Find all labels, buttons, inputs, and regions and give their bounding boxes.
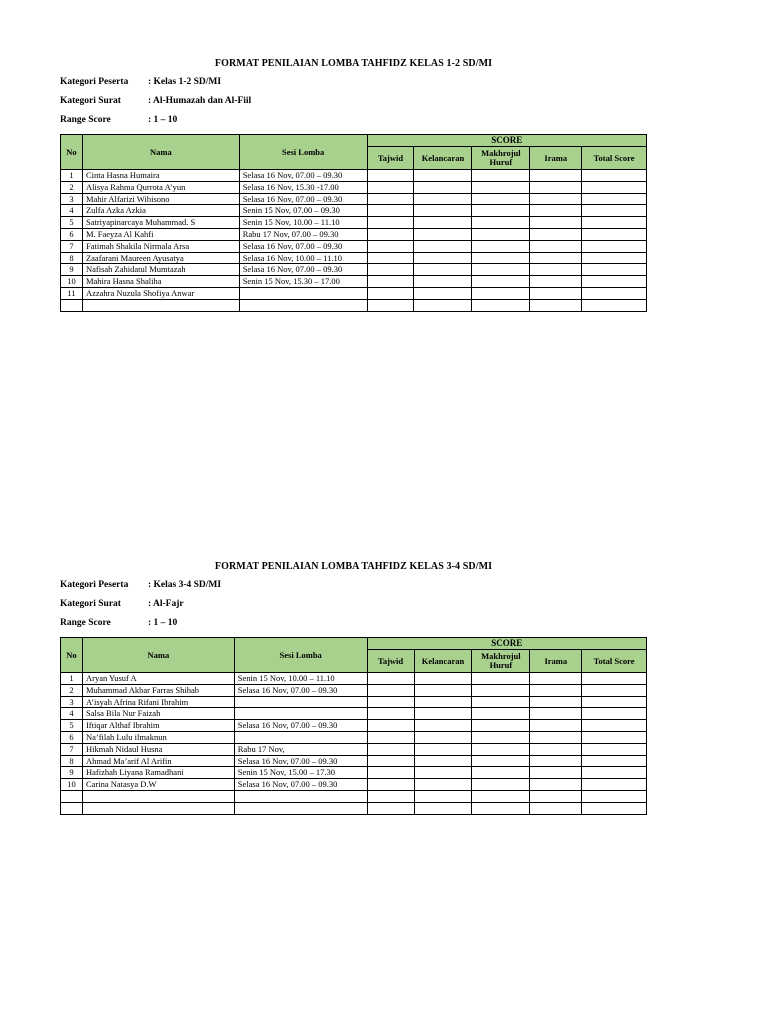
header-total-score: Total Score bbox=[582, 650, 647, 673]
row-irama-cell bbox=[530, 264, 582, 276]
row-makhrojul-cell bbox=[472, 217, 530, 229]
header-nama: Nama bbox=[82, 135, 239, 170]
row-nama-cell: Iftiqar Althaf Ibrahim bbox=[82, 720, 234, 732]
row-tajwid-cell bbox=[367, 802, 414, 814]
row-makhrojul-cell bbox=[472, 779, 530, 791]
table-row bbox=[61, 276, 647, 288]
row-makhrojul-cell bbox=[472, 720, 530, 732]
row-kelancaran-cell bbox=[414, 170, 472, 182]
row-no-cell: 4 bbox=[61, 708, 83, 720]
row-tajwid-cell bbox=[367, 684, 414, 696]
row-irama-cell bbox=[530, 684, 582, 696]
row-sesi-cell: Selasa 16 Nov, 07.00 – 09.30 bbox=[234, 720, 367, 732]
row-nama-cell: Nafisah Zahidatul Mumtazah bbox=[82, 264, 239, 276]
row-no-cell: 7 bbox=[61, 240, 83, 252]
score-table bbox=[60, 637, 647, 815]
row-kelancaran-cell bbox=[414, 287, 472, 299]
row-makhrojul-cell bbox=[472, 170, 530, 182]
row-sesi-cell bbox=[234, 790, 367, 802]
row-total-score-cell bbox=[582, 790, 647, 802]
row-tajwid-cell bbox=[367, 287, 414, 299]
row-irama-cell bbox=[530, 287, 582, 299]
row-makhrojul-cell bbox=[472, 731, 530, 743]
row-nama-cell: Alisya Rahma Qurrota A’yun bbox=[82, 181, 239, 193]
row-makhrojul-cell bbox=[472, 252, 530, 264]
row-total-score-cell bbox=[582, 743, 647, 755]
table-row bbox=[61, 252, 647, 264]
row-makhrojul-cell bbox=[472, 240, 530, 252]
row-tajwid-cell bbox=[367, 743, 414, 755]
table-row bbox=[61, 708, 647, 720]
row-nama-cell: Aryan Yusuf A bbox=[82, 673, 234, 685]
row-nama-cell: Fatimah Shakila Nirmala Arsa bbox=[82, 240, 239, 252]
row-sesi-cell: Rabu 17 Nov, bbox=[234, 743, 367, 755]
row-total-score-cell bbox=[582, 264, 647, 276]
row-irama-cell bbox=[530, 767, 582, 779]
row-sesi-cell: Selasa 16 Nov, 07.00 – 09.30 bbox=[239, 264, 367, 276]
row-total-score-cell bbox=[582, 252, 647, 264]
row-no-cell: 3 bbox=[61, 193, 83, 205]
form-title: FORMAT PENILAIAN LOMBA TAHFIDZ KELAS 1-2 SD/MI bbox=[214, 58, 493, 69]
row-kelancaran-cell bbox=[414, 720, 472, 732]
row-no-cell: 1 bbox=[61, 673, 83, 685]
meta-label: Kategori Peserta bbox=[60, 77, 129, 87]
row-sesi-cell bbox=[239, 299, 367, 311]
row-kelancaran-cell bbox=[414, 193, 472, 205]
meta-value: : Al-Humazah dan Al-Fiil bbox=[148, 96, 252, 106]
table-row bbox=[61, 731, 647, 743]
row-no-cell bbox=[61, 790, 83, 802]
row-irama-cell bbox=[530, 790, 582, 802]
form-title: FORMAT PENILAIAN LOMBA TAHFIDZ KELAS 3-4 SD/MI bbox=[214, 561, 493, 572]
row-irama-cell bbox=[530, 755, 582, 767]
row-tajwid-cell bbox=[367, 170, 414, 182]
row-makhrojul-cell bbox=[472, 743, 530, 755]
meta-value: : 1 – 10 bbox=[148, 618, 178, 628]
row-nama-cell bbox=[82, 790, 234, 802]
row-irama-cell bbox=[530, 779, 582, 791]
row-sesi-cell: Selasa 16 Nov, 07.00 – 09.30 bbox=[234, 684, 367, 696]
row-tajwid-cell bbox=[367, 217, 414, 229]
row-irama-cell bbox=[530, 193, 582, 205]
header-no: No bbox=[61, 638, 83, 673]
row-total-score-cell bbox=[582, 276, 647, 288]
row-makhrojul-cell bbox=[472, 767, 530, 779]
row-nama-cell: Mahira Hasna Shaliha bbox=[82, 276, 239, 288]
row-nama-cell: A’isyah Afrina Rifani Ibrahim bbox=[82, 696, 234, 708]
row-sesi-cell bbox=[234, 731, 367, 743]
row-sesi-cell: Selasa 16 Nov, 07.00 – 09.30 bbox=[234, 755, 367, 767]
row-tajwid-cell bbox=[367, 767, 414, 779]
row-sesi-cell: Selasa 16 Nov, 10.00 – 11.10 bbox=[239, 252, 367, 264]
table-row bbox=[61, 240, 647, 252]
row-kelancaran-cell bbox=[414, 696, 472, 708]
row-nama-cell bbox=[82, 299, 239, 311]
row-nama-cell: Na’filah Lulu ilmaknun bbox=[82, 731, 234, 743]
row-tajwid-cell bbox=[367, 228, 414, 240]
row-makhrojul-cell bbox=[472, 287, 530, 299]
row-sesi-cell: Senin 15 Nov, 07.00 – 09.30 bbox=[239, 205, 367, 217]
row-kelancaran-cell bbox=[414, 240, 472, 252]
row-nama-cell: Carina Natasya D.W bbox=[82, 779, 234, 791]
row-kelancaran-cell bbox=[414, 790, 472, 802]
row-tajwid-cell bbox=[367, 755, 414, 767]
row-no-cell bbox=[61, 299, 83, 311]
row-no-cell: 10 bbox=[61, 779, 83, 791]
row-irama-cell bbox=[530, 720, 582, 732]
row-kelancaran-cell bbox=[414, 228, 472, 240]
row-irama-cell bbox=[530, 228, 582, 240]
header-sesi-lomba: Sesi Lomba bbox=[234, 638, 367, 673]
table-row bbox=[61, 228, 647, 240]
row-irama-cell bbox=[530, 217, 582, 229]
row-irama-cell bbox=[530, 731, 582, 743]
row-nama-cell: Mahir Alfarizi Wibisono bbox=[82, 193, 239, 205]
row-kelancaran-cell bbox=[414, 731, 472, 743]
row-tajwid-cell bbox=[367, 264, 414, 276]
row-no-cell: 11 bbox=[61, 287, 83, 299]
row-kelancaran-cell bbox=[414, 181, 472, 193]
header-makhrojul-huruf: Makhrojul Huruf bbox=[472, 650, 530, 673]
row-kelancaran-cell bbox=[414, 299, 472, 311]
row-makhrojul-cell bbox=[472, 684, 530, 696]
row-kelancaran-cell bbox=[414, 252, 472, 264]
row-nama-cell: Cinta Hasna Humaira bbox=[82, 170, 239, 182]
row-irama-cell bbox=[530, 276, 582, 288]
meta-value: : 1 – 10 bbox=[148, 115, 178, 125]
row-sesi-cell: Senin 15 Nov, 15.00 – 17.30 bbox=[234, 767, 367, 779]
row-nama-cell: Zulfa Azka Azkia bbox=[82, 205, 239, 217]
row-no-cell: 5 bbox=[61, 217, 83, 229]
row-no-cell: 3 bbox=[61, 696, 83, 708]
row-makhrojul-cell bbox=[472, 205, 530, 217]
meta-label: Kategori Surat bbox=[60, 96, 121, 106]
row-no-cell: 8 bbox=[61, 252, 83, 264]
row-kelancaran-cell bbox=[414, 743, 472, 755]
header-sesi-lomba: Sesi Lomba bbox=[239, 135, 367, 170]
header-no: No bbox=[61, 135, 83, 170]
table-row bbox=[61, 299, 647, 311]
meta-value: : Kelas 3-4 SD/MI bbox=[148, 580, 222, 590]
table-row bbox=[61, 779, 647, 791]
row-no-cell: 7 bbox=[61, 743, 83, 755]
row-total-score-cell bbox=[582, 673, 647, 685]
row-tajwid-cell bbox=[367, 790, 414, 802]
row-tajwid-cell bbox=[367, 252, 414, 264]
row-tajwid-cell bbox=[367, 673, 414, 685]
row-makhrojul-cell bbox=[472, 264, 530, 276]
row-kelancaran-cell bbox=[414, 684, 472, 696]
row-total-score-cell bbox=[582, 767, 647, 779]
row-tajwid-cell bbox=[367, 779, 414, 791]
row-sesi-cell: Selasa 16 Nov, 07.00 – 09.30 bbox=[239, 240, 367, 252]
row-irama-cell bbox=[530, 743, 582, 755]
header-tajwid: Tajwid bbox=[367, 650, 414, 673]
row-nama-cell: Salsa Bila Nur Faizah bbox=[82, 708, 234, 720]
row-tajwid-cell bbox=[367, 205, 414, 217]
meta-label: Range Score bbox=[60, 115, 111, 125]
row-total-score-cell bbox=[582, 779, 647, 791]
header-irama: Irama bbox=[530, 147, 582, 170]
row-makhrojul-cell bbox=[472, 228, 530, 240]
row-makhrojul-cell bbox=[472, 299, 530, 311]
row-kelancaran-cell bbox=[414, 767, 472, 779]
table-row bbox=[61, 790, 647, 802]
row-irama-cell bbox=[530, 299, 582, 311]
row-total-score-cell bbox=[582, 802, 647, 814]
row-no-cell: 9 bbox=[61, 264, 83, 276]
header-score: SCORE bbox=[367, 638, 646, 650]
row-total-score-cell bbox=[582, 299, 647, 311]
row-total-score-cell bbox=[582, 193, 647, 205]
meta-value: : Al-Fajr bbox=[148, 599, 184, 609]
row-sesi-cell bbox=[234, 696, 367, 708]
row-nama-cell: M. Faeyza Al Kahfi bbox=[82, 228, 239, 240]
row-tajwid-cell bbox=[367, 720, 414, 732]
row-irama-cell bbox=[530, 252, 582, 264]
row-makhrojul-cell bbox=[472, 673, 530, 685]
row-nama-cell: Ahmad Ma’arif Al Arifin bbox=[82, 755, 234, 767]
row-irama-cell bbox=[530, 205, 582, 217]
header-nama: Nama bbox=[82, 638, 234, 673]
table-row bbox=[61, 217, 647, 229]
row-no-cell bbox=[61, 802, 83, 814]
row-irama-cell bbox=[530, 696, 582, 708]
row-tajwid-cell bbox=[367, 731, 414, 743]
row-no-cell: 10 bbox=[61, 276, 83, 288]
meta-label: Kategori Peserta bbox=[60, 580, 129, 590]
header-score: SCORE bbox=[367, 135, 646, 147]
meta-value: : Kelas 1-2 SD/MI bbox=[148, 77, 222, 87]
row-irama-cell bbox=[530, 170, 582, 182]
row-nama-cell: Zaafarani Maureen Ayusatya bbox=[82, 252, 239, 264]
row-no-cell: 5 bbox=[61, 720, 83, 732]
table-row bbox=[61, 181, 647, 193]
row-no-cell: 8 bbox=[61, 755, 83, 767]
row-total-score-cell bbox=[582, 205, 647, 217]
row-kelancaran-cell bbox=[414, 779, 472, 791]
row-kelancaran-cell bbox=[414, 217, 472, 229]
row-total-score-cell bbox=[582, 755, 647, 767]
table-row bbox=[61, 720, 647, 732]
row-makhrojul-cell bbox=[472, 802, 530, 814]
row-no-cell: 6 bbox=[61, 228, 83, 240]
meta-label: Range Score bbox=[60, 618, 111, 628]
row-sesi-cell bbox=[239, 287, 367, 299]
row-irama-cell bbox=[530, 240, 582, 252]
row-nama-cell: Hafizhah Liyana Ramadhani bbox=[82, 767, 234, 779]
row-total-score-cell bbox=[582, 217, 647, 229]
row-kelancaran-cell bbox=[414, 673, 472, 685]
row-total-score-cell bbox=[582, 708, 647, 720]
row-no-cell: 4 bbox=[61, 205, 83, 217]
row-makhrojul-cell bbox=[472, 708, 530, 720]
table-row bbox=[61, 205, 647, 217]
header-tajwid: Tajwid bbox=[367, 147, 414, 170]
row-no-cell: 6 bbox=[61, 731, 83, 743]
row-tajwid-cell bbox=[367, 240, 414, 252]
row-irama-cell bbox=[530, 802, 582, 814]
row-total-score-cell bbox=[582, 287, 647, 299]
row-sesi-cell: Senin 15 Nov, 15.30 – 17.00 bbox=[239, 276, 367, 288]
row-total-score-cell bbox=[582, 684, 647, 696]
table-row bbox=[61, 743, 647, 755]
row-sesi-cell: Senin 15 Nov, 10.00 – 11.10 bbox=[239, 217, 367, 229]
row-makhrojul-cell bbox=[472, 755, 530, 767]
row-tajwid-cell bbox=[367, 299, 414, 311]
table-row bbox=[61, 170, 647, 182]
table-row bbox=[61, 684, 647, 696]
table-row bbox=[61, 264, 647, 276]
row-sesi-cell: Senin 15 Nov, 10.00 – 11.10 bbox=[234, 673, 367, 685]
row-tajwid-cell bbox=[367, 276, 414, 288]
row-makhrojul-cell bbox=[472, 181, 530, 193]
row-tajwid-cell bbox=[367, 181, 414, 193]
row-irama-cell bbox=[530, 181, 582, 193]
row-nama-cell: Azzahra Nuzula Shofiya Anwar bbox=[82, 287, 239, 299]
row-no-cell: 1 bbox=[61, 170, 83, 182]
row-kelancaran-cell bbox=[414, 802, 472, 814]
row-makhrojul-cell bbox=[472, 790, 530, 802]
table-row bbox=[61, 802, 647, 814]
header-total-score: Total Score bbox=[582, 147, 647, 170]
table-row bbox=[61, 193, 647, 205]
row-kelancaran-cell bbox=[414, 276, 472, 288]
table-row bbox=[61, 287, 647, 299]
row-nama-cell bbox=[82, 802, 234, 814]
row-sesi-cell: Selasa 16 Nov, 07.00 – 09.30 bbox=[239, 193, 367, 205]
row-total-score-cell bbox=[582, 181, 647, 193]
row-sesi-cell: Selasa 16 Nov, 15.30 -17.00 bbox=[239, 181, 367, 193]
row-nama-cell: Muhammad Akbar Farras Shihab bbox=[82, 684, 234, 696]
score-table bbox=[60, 134, 647, 312]
row-sesi-cell: Selasa 16 Nov, 07.00 – 09.30 bbox=[234, 779, 367, 791]
header-kelancaran: Kelancaran bbox=[414, 650, 472, 673]
row-irama-cell bbox=[530, 708, 582, 720]
row-sesi-cell bbox=[234, 708, 367, 720]
table-row bbox=[61, 673, 647, 685]
row-no-cell: 2 bbox=[61, 181, 83, 193]
table-row bbox=[61, 767, 647, 779]
row-no-cell: 9 bbox=[61, 767, 83, 779]
table-row bbox=[61, 696, 647, 708]
row-kelancaran-cell bbox=[414, 264, 472, 276]
row-kelancaran-cell bbox=[414, 205, 472, 217]
row-makhrojul-cell bbox=[472, 276, 530, 288]
row-total-score-cell bbox=[582, 240, 647, 252]
row-total-score-cell bbox=[582, 170, 647, 182]
row-nama-cell: Hikmah Nidaul Husna bbox=[82, 743, 234, 755]
row-kelancaran-cell bbox=[414, 755, 472, 767]
row-sesi-cell: Rabu 17 Nov, 07.00 – 09.30 bbox=[239, 228, 367, 240]
row-sesi-cell bbox=[234, 802, 367, 814]
row-nama-cell: Satriyapinarcaya Muhammad. S bbox=[82, 217, 239, 229]
row-total-score-cell bbox=[582, 720, 647, 732]
row-makhrojul-cell bbox=[472, 696, 530, 708]
row-irama-cell bbox=[530, 673, 582, 685]
row-total-score-cell bbox=[582, 696, 647, 708]
row-tajwid-cell bbox=[367, 696, 414, 708]
row-makhrojul-cell bbox=[472, 193, 530, 205]
table-row bbox=[61, 755, 647, 767]
row-sesi-cell: Selasa 16 Nov, 07.00 – 09.30 bbox=[239, 170, 367, 182]
row-total-score-cell bbox=[582, 731, 647, 743]
row-tajwid-cell bbox=[367, 708, 414, 720]
row-no-cell: 2 bbox=[61, 684, 83, 696]
row-tajwid-cell bbox=[367, 193, 414, 205]
header-kelancaran: Kelancaran bbox=[414, 147, 472, 170]
meta-label: Kategori Surat bbox=[60, 599, 121, 609]
row-kelancaran-cell bbox=[414, 708, 472, 720]
row-total-score-cell bbox=[582, 228, 647, 240]
header-makhrojul-huruf: Makhrojul Huruf bbox=[472, 147, 530, 170]
header-irama: Irama bbox=[530, 650, 582, 673]
